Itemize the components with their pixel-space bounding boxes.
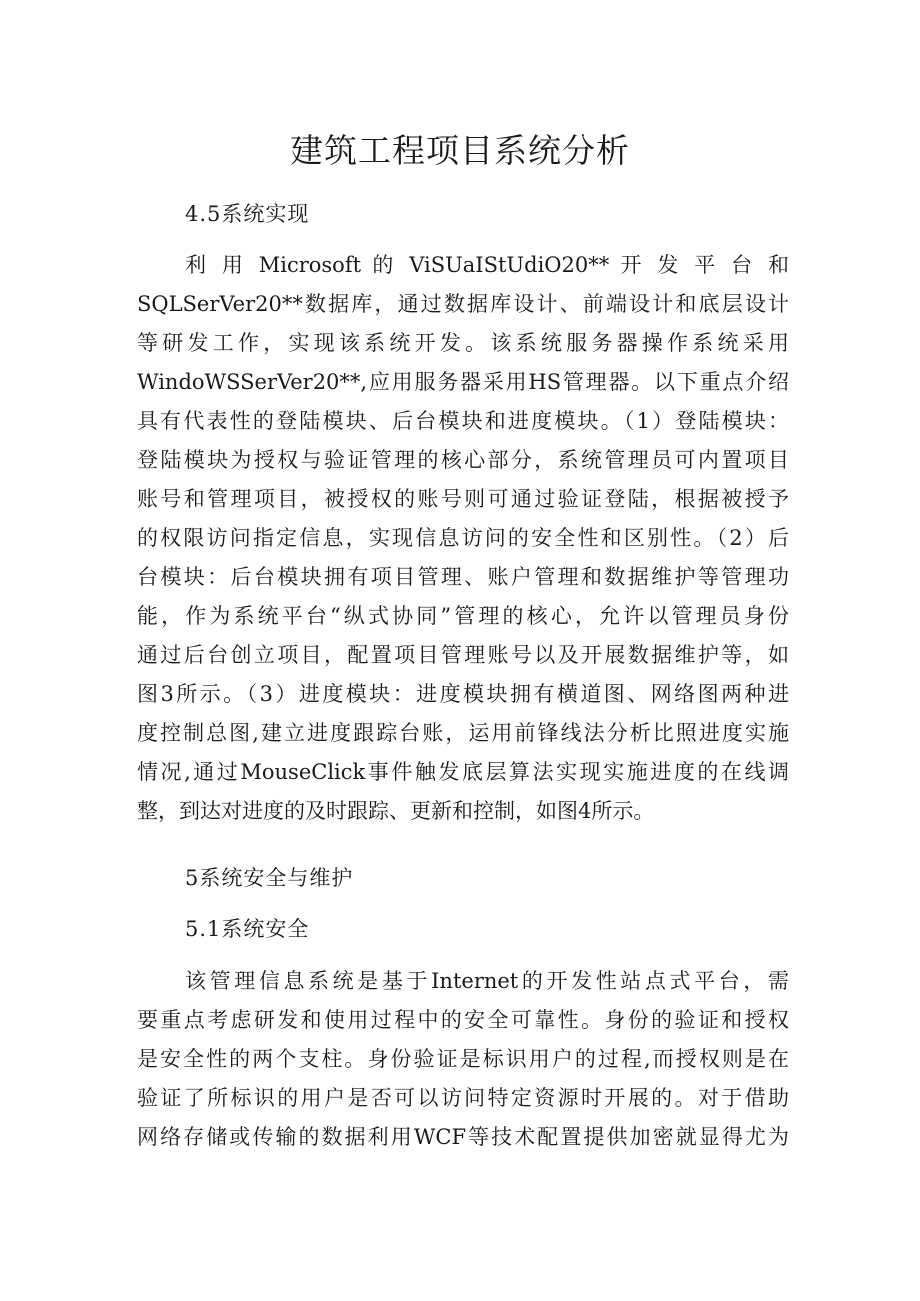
paragraph-line: 通过后台创立项目，配置项目管理账号以及开展数据维护等，如 — [137, 643, 789, 667]
paragraph-line: 整，到达对进度的及时跟踪、更新和控制，如图4所示。 — [137, 799, 655, 823]
paragraph-line: SQLSerVer20**数据库，通过数据库设计、前端设计和底层设计 — [137, 292, 789, 316]
paragraph-line: 图3所示。（3）进度模块：进度模块拥有横道图、网络图两种进 — [137, 682, 789, 706]
paragraph-line: 该管理信息系统是基于Internet的开发性站点式平台，需 — [185, 969, 789, 993]
paragraph-line: 利 用 Microsoft 的 ViSUaIStUdiO20** 开 发 平 台 和 — [185, 253, 789, 277]
paragraph-line: WindoWSSerVer20**,应用服务器采用HS管理器。以下重点介绍 — [137, 370, 789, 394]
paragraph-line: 验证了所标识的用户是否可以访问特定资源时开展的。对于借助 — [137, 1086, 789, 1110]
section-4-5-paragraph — [137, 246, 789, 831]
section-heading-4-5: 4.5系统实现 — [185, 202, 310, 226]
paragraph-line: 是安全性的两个支柱。身份验证是标识用户的过程,而授权则是在 — [137, 1047, 789, 1071]
paragraph-line: 要重点考虑研发和使用过程中的安全可靠性。身份的验证和授权 — [137, 1008, 789, 1032]
paragraph-line: 等研发工作，实现该系统开发。该系统服务器操作系统采用 — [137, 331, 789, 355]
document-title: 建筑工程项目系统分析 — [290, 131, 630, 170]
paragraph-line: 账号和管理项目，被授权的账号则可通过验证登陆，根据被授予 — [137, 487, 789, 511]
paragraph-line: 能，作为系统平台“纵式协同”管理的核心，允许以管理员身份 — [137, 604, 789, 628]
section-heading-5-1: 5.1系统安全 — [185, 917, 310, 941]
paragraph-line: 台模块：后台模块拥有项目管理、账户管理和数据维护等管理功 — [137, 565, 789, 589]
paragraph-line: 登陆模块为授权与验证管理的核心部分，系统管理员可内置项目 — [137, 448, 789, 472]
paragraph-line: 网络存储或传输的数据利用WCF等技术配置提供加密就显得尤为 — [137, 1125, 789, 1149]
paragraph-line: 情况,通过MouseClick事件触发底层算法实现实施进度的在线调 — [137, 760, 789, 784]
paragraph-line: 的权限访问指定信息，实现信息访问的安全性和区别性。（2）后 — [137, 526, 789, 550]
paragraph-line: 度控制总图,建立进度跟踪台账，运用前锋线法分析比照进度实施 — [137, 721, 789, 745]
paragraph-line: 具有代表性的登陆模块、后台模块和进度模块。（1）登陆模块： — [137, 409, 789, 433]
section-heading-5: 5系统安全与维护 — [185, 866, 354, 890]
section-5-1-paragraph — [137, 962, 789, 1157]
